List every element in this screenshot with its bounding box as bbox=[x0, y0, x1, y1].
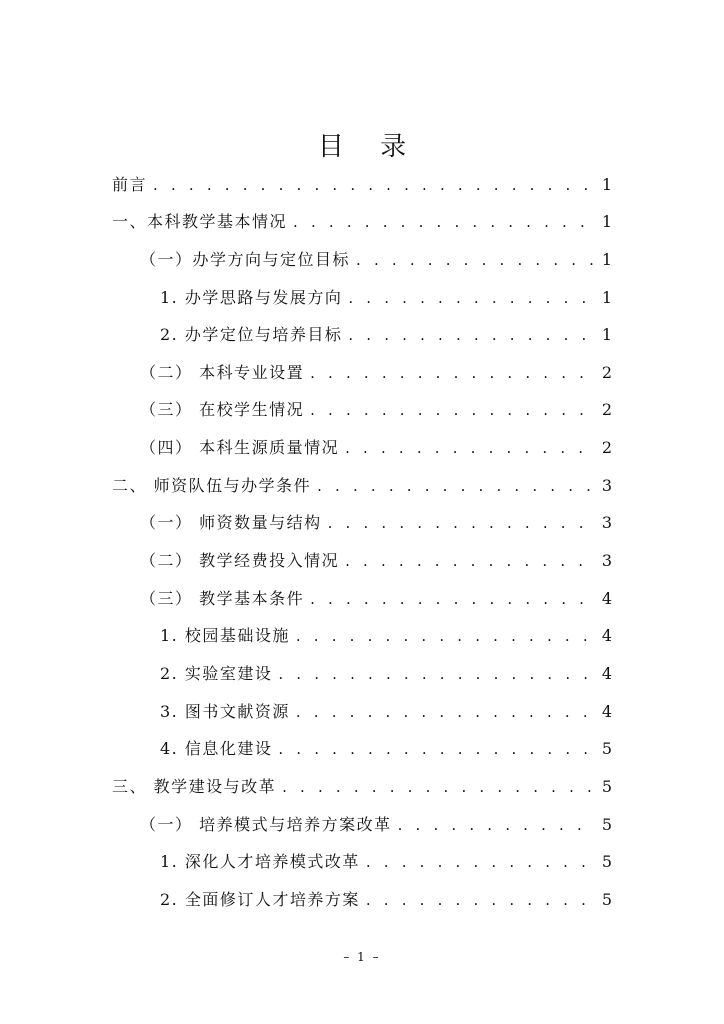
toc-leader-dots bbox=[366, 853, 596, 871]
toc-leader-dots bbox=[310, 401, 596, 419]
toc-entry[interactable] bbox=[140, 586, 612, 616]
toc-entry-label: 1. 办学思路与发展方向 bbox=[160, 288, 343, 307]
toc-entry[interactable] bbox=[140, 397, 612, 427]
toc-entry-page: 3 bbox=[601, 513, 612, 532]
toc-leader-dots bbox=[282, 778, 596, 796]
toc-entry-page: 1 bbox=[601, 288, 612, 307]
toc-leader-dots bbox=[278, 740, 596, 758]
toc-entry-page: 1 bbox=[601, 175, 612, 194]
page-number-footer: – 1 – bbox=[343, 950, 381, 964]
toc-entry-label: （一） 培养模式与培养方案改革 bbox=[140, 815, 392, 834]
toc-entry[interactable] bbox=[160, 623, 612, 653]
toc-entry-page: 1 bbox=[601, 325, 612, 344]
toc-leader-dots bbox=[278, 665, 596, 683]
toc-entry-label: （三） 在校学生情况 bbox=[140, 400, 305, 419]
toc-entry[interactable] bbox=[140, 812, 612, 842]
toc-entry-page: 1 bbox=[601, 212, 612, 231]
toc-entry-label: 2. 实验室建设 bbox=[160, 664, 273, 683]
toc-entry[interactable] bbox=[112, 172, 612, 202]
toc-entry-page: 2 bbox=[601, 363, 612, 382]
page-title: 目 录 bbox=[317, 132, 421, 162]
toc-entry-label: （二） 教学经费投入情况 bbox=[140, 551, 340, 570]
toc-leader-dots bbox=[345, 552, 596, 570]
toc-entry-label: 三、 教学建设与改革 bbox=[112, 777, 277, 796]
toc-entry[interactable] bbox=[140, 247, 612, 277]
toc-leader-dots bbox=[317, 477, 596, 495]
toc-entry-page: 4 bbox=[601, 702, 612, 721]
toc-entry-label: 4. 信息化建设 bbox=[160, 739, 273, 758]
toc-entry[interactable] bbox=[160, 849, 612, 879]
toc-entry[interactable] bbox=[140, 548, 612, 578]
toc-entry-label: （三） 教学基本条件 bbox=[140, 589, 305, 608]
toc-entry-page: 5 bbox=[601, 890, 612, 909]
toc-entry-label: 1. 深化人才培养模式改革 bbox=[160, 852, 360, 871]
toc-entry-page: 4 bbox=[601, 589, 612, 608]
toc-entry-label: （二） 本科专业设置 bbox=[140, 363, 305, 382]
toc-entry-label: （一）办学方向与定位目标 bbox=[140, 250, 351, 269]
toc-entry-label: 2. 全面修订人才培养方案 bbox=[160, 890, 360, 909]
toc-entry-label: （四） 本科生源质量情况 bbox=[140, 438, 340, 457]
toc-leader-dots bbox=[366, 891, 596, 909]
toc-entry-label: （一） 师资数量与结构 bbox=[140, 513, 322, 532]
toc-entry[interactable] bbox=[140, 510, 612, 540]
toc-entry[interactable] bbox=[160, 322, 612, 352]
toc-entry-page: 5 bbox=[601, 739, 612, 758]
toc-entry-page: 5 bbox=[601, 777, 612, 796]
toc-entry-label: 3. 图书文献资源 bbox=[160, 702, 290, 721]
toc-leader-dots bbox=[348, 326, 596, 344]
toc-leader-dots bbox=[296, 703, 596, 721]
toc-entry-page: 4 bbox=[601, 664, 612, 683]
toc-entry[interactable] bbox=[160, 736, 612, 766]
toc-entry[interactable] bbox=[160, 661, 612, 691]
toc-entry-page: 2 bbox=[601, 438, 612, 457]
toc-leader-dots bbox=[348, 289, 596, 307]
toc-entry-page: 2 bbox=[601, 400, 612, 419]
toc-entry[interactable] bbox=[112, 473, 612, 503]
toc-entry-page: 4 bbox=[601, 626, 612, 645]
toc-leader-dots bbox=[345, 439, 596, 457]
toc-leader-dots bbox=[310, 364, 596, 382]
toc-entry-label: 二、 师资队伍与办学条件 bbox=[112, 476, 312, 495]
toc-leader-dots bbox=[153, 176, 596, 194]
toc-entry-label: 前言 bbox=[112, 175, 148, 194]
toc-entry[interactable] bbox=[112, 774, 612, 804]
toc-leader-dots bbox=[398, 816, 596, 834]
toc-entry-page: 3 bbox=[601, 551, 612, 570]
toc-leader-dots bbox=[293, 213, 596, 231]
toc-entry[interactable] bbox=[160, 285, 612, 315]
toc-leader-dots bbox=[328, 514, 596, 532]
toc-leader-dots bbox=[356, 251, 596, 269]
toc-leader-dots bbox=[296, 627, 596, 645]
toc-entry-label: 2. 办学定位与培养目标 bbox=[160, 325, 343, 344]
toc-leader-dots bbox=[310, 590, 596, 608]
toc-entry-page: 1 bbox=[601, 250, 612, 269]
toc-entry[interactable] bbox=[112, 209, 612, 239]
toc-entry[interactable] bbox=[160, 699, 612, 729]
toc-entry-label: 1. 校园基础设施 bbox=[160, 626, 290, 645]
toc-entry[interactable] bbox=[140, 435, 612, 465]
toc-entry[interactable] bbox=[140, 360, 612, 390]
toc-entry-page: 3 bbox=[601, 476, 612, 495]
toc-entry-page: 5 bbox=[601, 815, 612, 834]
toc-entry[interactable] bbox=[160, 887, 612, 917]
toc-entry-label: 一、本科教学基本情况 bbox=[112, 212, 288, 231]
toc-entry-page: 5 bbox=[601, 852, 612, 871]
